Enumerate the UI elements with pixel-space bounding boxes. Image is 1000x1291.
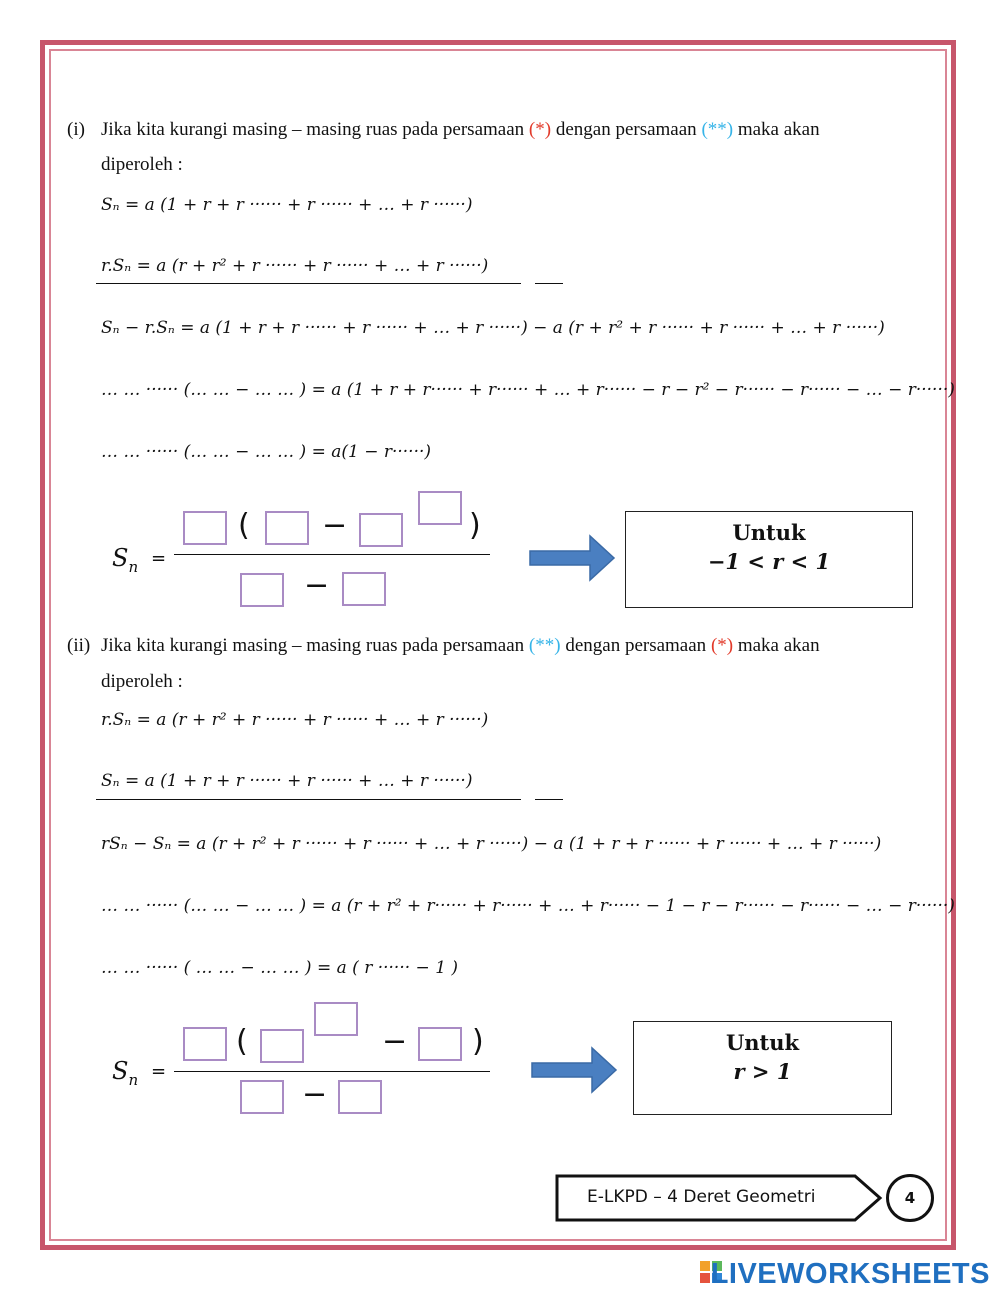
part-ii-equals: = — [151, 1061, 167, 1082]
part-ii-subtraction-line — [96, 799, 521, 800]
part-i-eq1: Sₙ = a (1 + r + r ······ + r ······ + … + r ······) — [101, 195, 473, 215]
part-i-answer-box-1[interactable] — [183, 511, 227, 545]
part-ii-close-paren: ) — [472, 1024, 484, 1059]
part-i-eq5: … … ······ (… … − … … ) = a(1 − r······) — [101, 442, 432, 462]
part-i-intro — [101, 118, 820, 142]
part-ii-intro-text-c: maka akan — [733, 635, 820, 656]
part-i-answer-box-3[interactable] — [359, 513, 403, 547]
part-ii-answer-box-3[interactable] — [418, 1027, 462, 1061]
part-ii-minus-bottom: − — [302, 1077, 328, 1112]
part-i-minus-sign — [535, 283, 563, 284]
part-ii-eq5: … … ······ ( … … − … … ) = a ( r ······ − 1 ) — [101, 958, 459, 978]
part-ii-open-paren: ( — [236, 1024, 248, 1059]
part-ii-eq1: r.Sₙ = a (r + r² + r ······ + r ······ + … + r ······) — [101, 710, 489, 730]
part-i-eq2: r.Sₙ = a (r + r² + r ······ + r ······ + … + r ······) — [101, 256, 489, 276]
part-ii-condition-title: Untuk — [725, 1030, 800, 1055]
part-ii-eq2: Sₙ = a (1 + r + r ······ + r ······ + … + r ······) — [101, 771, 473, 791]
part-i-ref-star: (*) — [528, 119, 552, 140]
part-i-subtraction-line — [96, 283, 521, 284]
part-ii-condition-text: r > 1 — [733, 1059, 792, 1084]
page-number: 4 — [886, 1174, 934, 1222]
part-ii-intro — [101, 634, 820, 658]
part-ii-sn-label: $S_n$ — [112, 1057, 139, 1089]
part-i-eq3: Sₙ − r.Sₙ = a (1 + r + r ······ + r ······ + … + r ······) − a (r + r² + r ······ + r ······ + … + r ······) — [101, 318, 885, 338]
part-i-eq4: … … ······ (… … − … … ) = a (1 + r + r······ + r······ + … + r······ − r − r² − r······ − r······ − … − r······) — [101, 380, 955, 400]
part-i-close-paren: ) — [469, 508, 481, 543]
part-ii-eq4: … … ······ (… … − … … ) = a (r + r² + r······ + r······ + … + r······ − 1 − r − r······ − r······ − … − r······) — [101, 896, 955, 916]
part-i-minus-top: − — [322, 508, 348, 543]
part-i-fraction-bar — [174, 554, 490, 555]
part-i-ref-double-star: (**) — [701, 119, 734, 140]
part-i-intro-text-c: maka akan — [733, 119, 820, 140]
part-i-answer-box-5[interactable] — [342, 572, 386, 606]
part-ii-answer-box-exponent[interactable] — [314, 1002, 358, 1036]
part-i-intro-line2: diperoleh : — [101, 154, 183, 175]
part-ii-answer-box-1[interactable] — [183, 1027, 227, 1061]
part-ii-ref-double-star: (**) — [528, 635, 561, 656]
part-ii-answer-box-5[interactable] — [338, 1080, 382, 1114]
part-ii-fraction-bar — [174, 1071, 490, 1072]
part-i-condition-box — [625, 511, 913, 608]
part-i-open-paren: ( — [238, 508, 250, 543]
part-ii-number: (ii) — [67, 635, 91, 656]
part-i-answer-box-2[interactable] — [265, 511, 309, 545]
part-ii-ref-star: (*) — [710, 635, 734, 656]
part-ii-answer-box-4[interactable] — [240, 1080, 284, 1114]
part-i-condition-title: Untuk — [732, 520, 806, 545]
part-ii-intro-text-b: dengan persamaan — [560, 635, 711, 656]
part-i-intro-text-a: Jika kita kurangi masing – masing ruas pada persamaan — [101, 119, 529, 140]
part-i-answer-box-4[interactable] — [240, 573, 284, 607]
part-ii-condition-box — [633, 1021, 892, 1115]
part-ii-intro-text-a: Jika kita kurangi masing – masing ruas pada persamaan — [101, 635, 529, 656]
part-ii-minus-top: − — [382, 1024, 408, 1059]
part-i-sn-label: $S_n$ — [112, 544, 139, 576]
part-ii-intro-line2: diperoleh : — [101, 671, 183, 692]
part-i-intro-text-b: dengan persamaan — [551, 119, 702, 140]
part-i-arrow-icon — [528, 532, 618, 584]
part-i-equals: = — [151, 548, 167, 569]
part-i-answer-box-exponent[interactable] — [418, 491, 462, 525]
footer-title: E-LKPD – 4 Deret Geometri — [587, 1187, 816, 1207]
part-i-number: (i) — [67, 119, 85, 140]
part-i-minus-bottom: − — [304, 568, 330, 603]
part-ii-eq3: rSₙ − Sₙ = a (r + r² + r ······ + r ······ + … + r ······) − a (1 + r + r ······ + r ······ + … + r ······) — [101, 834, 882, 854]
part-ii-answer-box-2[interactable] — [260, 1029, 304, 1063]
part-i-condition-text: −1 < r < 1 — [707, 549, 831, 574]
part-ii-minus-sign — [535, 799, 563, 800]
part-ii-arrow-icon — [530, 1044, 620, 1096]
brand-name[interactable]: LIVEWORKSHEETS — [710, 1258, 990, 1290]
